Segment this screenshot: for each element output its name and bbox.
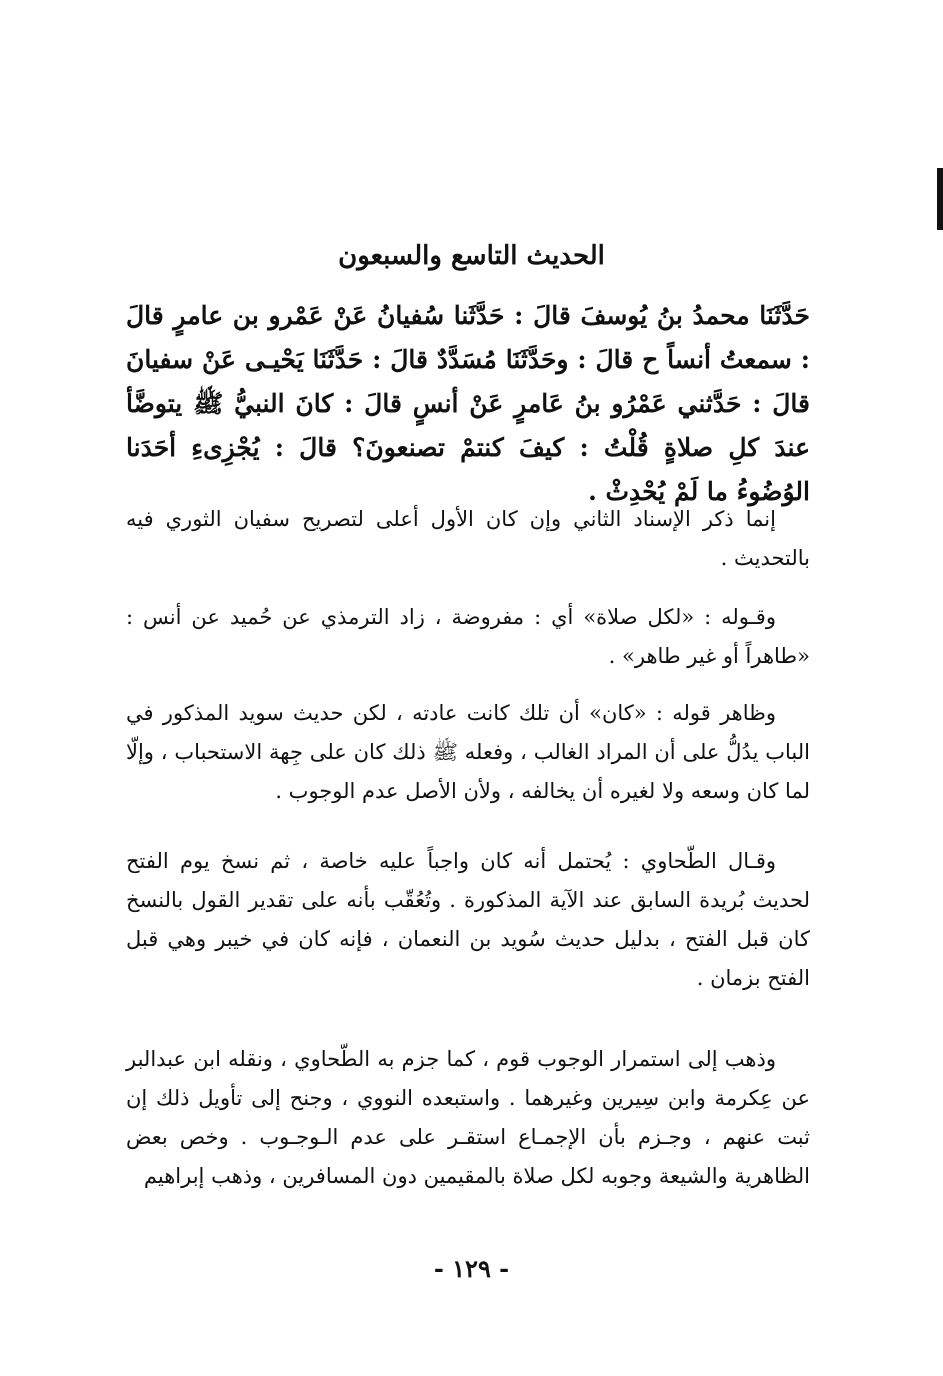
hadith-text: حَدَّثَنَا محمدُ بنُ يُوسفَ قالَ : حَدَّثَنا سُفيانُ عَنْ عَمْرو بن عامرٍ قالَ : سمعتُ أنساً ح قالَ : وحَدَّثَنَا مُسَدَّدٌ قالَ : حَدَّثَنَا يَحْيـى عَنْ سفيانَ قالَ : حَدَّثني عَمْرُو بنُ عَامرٍ عَنْ أنسٍ قالَ : كانَ النبيُّ ﷺ يتوضَّأ عندَ كلِ صلاةٍ قُلْتُ : كيفَ كنتمْ تصنعونَ؟ قالَ : يُجْزِىءِ أحَدَنا الوُضُوءُ ما لَمْ يُحْدِثْ . [126,301,810,506]
commentary-paragraph-3: وظاهر قوله : «كان» أن تلك كانت عادته ، لكن حديث سويد المذكور في الباب يدُلُّ على أن المراد الغالب ، وفعله ﷺ ذلك كان على جِهة الاستحباب ، وإلّا لما كان وسعه ولا لغيره أن يخالفه ، ولأن الأصل عدم الوجوب . [126,701,810,803]
commentary-paragraph-1: إنما ذكر الإسناد الثاني وإن كان الأول أعلى لتصريح سفيان الثوري فيه بالتحديث . [126,507,810,570]
commentary-paragraph-2: وقـوله : «لكل صلاة» أي : مفروضة ، زاد الترمذي عن حُميد عن أنس : «طاهراً أو غير طاهر» . [126,605,810,668]
chapter-title: الحديث التاسع والسبعون [338,241,605,271]
page-edge-mark [937,168,943,230]
commentary-paragraph-5: وذهب إلى استمرار الوجوب قوم ، كما جزم به الطّحاوي ، ونقله ابن عبدالبر عن عِكرمة وابن سِيرين وغيرهما . واستبعده النووي ، وجنح إلى تأويل ذلك إن ثبت عنهم ، وجـزم بأن الإجمـاع استقـر على عدم الـوجـوب . وخص بعض الظاهرية والشيعة وجوبه لكل صلاة بالمقيمين دون المسافرين ، وذهب إبراهيم [126,1047,810,1188]
commentary-paragraph-4: وقـال الطّحاوي : يُحتمل أنه كان واجباً عليه خاصة ، ثم نسخ يوم الفتح لحديث بُريدة السابق عند الآية المذكورة . وتُعُقّب بأنه على تقدير القول بالنسخ كان قبل الفتح ، بدليل حديث سُويد بن النعمان ، فإنه كان في خيبر وهي قبل الفتح بزمان . [126,849,810,990]
page-number: - ١٢٩ - [433,1254,510,1283]
